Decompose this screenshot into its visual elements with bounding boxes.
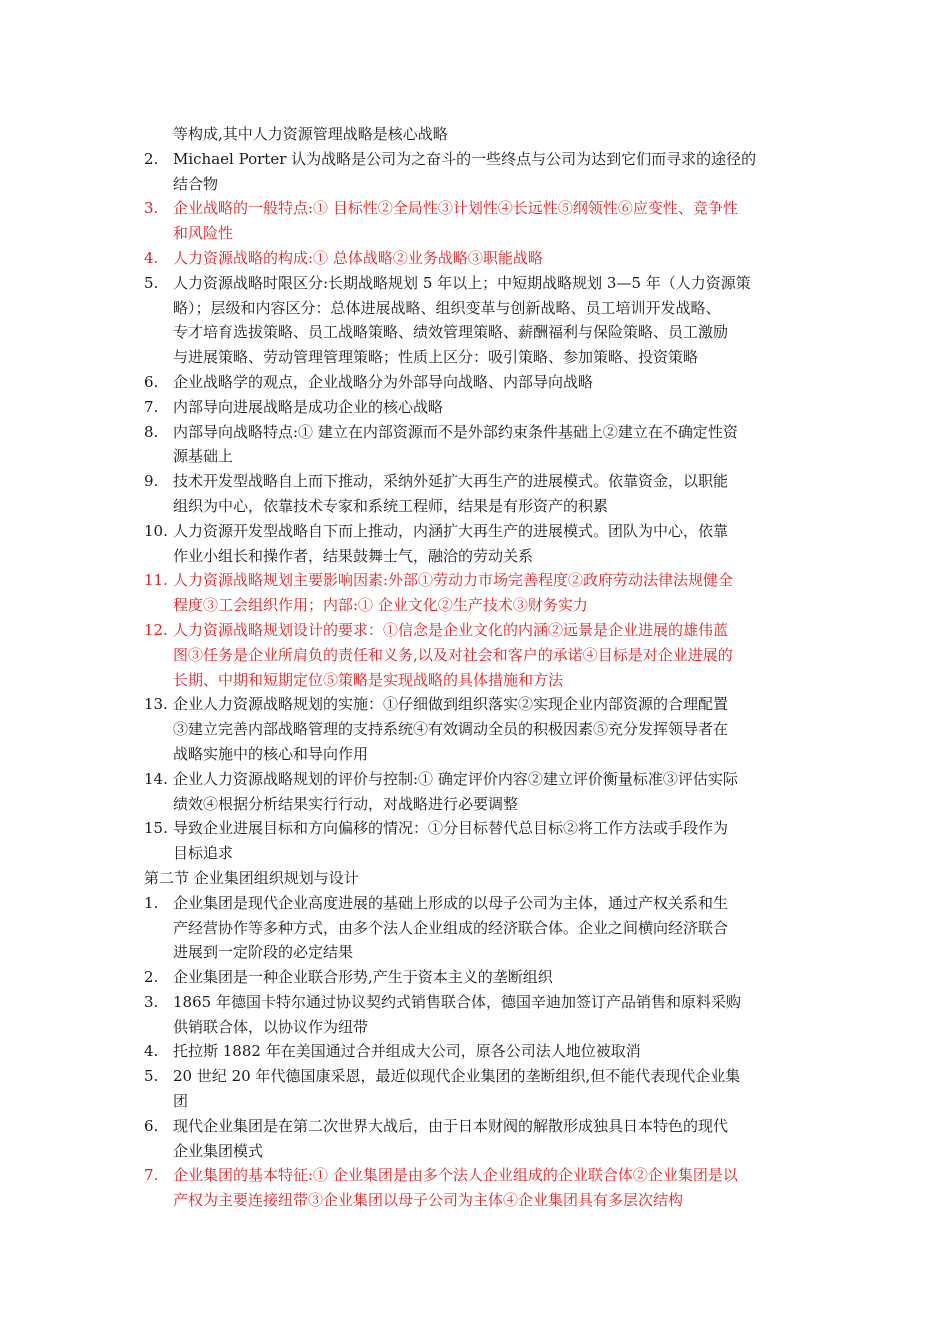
list-item-text: 托拉斯 1882 年在美国通过合并组成大公司，原各公司法人地位被取消 [173, 1042, 641, 1061]
list-item-line [144, 246, 809, 271]
list-item-line [144, 717, 809, 742]
list-item-line [144, 1064, 809, 1089]
list-item-text: 进展到一定阶段的必定结果 [173, 943, 354, 962]
list-item-line [144, 296, 809, 321]
list-item-line [144, 643, 809, 668]
list-item-number: 15. [144, 819, 168, 838]
list-item-line [144, 345, 809, 370]
list-item-text: ③建立完善内部战略管理的支持系统④有效调动全员的积极因素⑤充分发挥领导者在 [173, 720, 729, 739]
list-item-text: 供销联合体，以协议作为纽带 [173, 1017, 369, 1036]
list-item-text: 企业战略学的观点，企业战略分为外部导向战略、内部导向战略 [173, 372, 594, 391]
list-item-line [144, 494, 809, 519]
list-item-text: 企业集团的基本特征:① 企业集团是由多个法人企业组成的企业联合体②企业集团是以 [173, 1166, 738, 1185]
list-item-text: 内部导向进展战略是成功企业的核心战略 [173, 397, 444, 416]
list-item-number: 4. [144, 1042, 159, 1061]
list-item-text: Michael Porter 认为战略是公司为之奋斗的一些终点与公司为达到它们而寻求的途径的 [173, 149, 757, 168]
list-item-line [144, 544, 809, 569]
list-item-line [144, 1015, 809, 1040]
list-item-number: 11. [144, 571, 168, 590]
list-item-line [144, 891, 809, 916]
section-heading: 第二节 企业集团组织规划与设计 [144, 868, 359, 887]
list-item-text: 产权为主要连接纽带③企业集团以母子公司为主体④企业集团具有多层次结构 [173, 1191, 684, 1210]
list-item-line [144, 767, 809, 792]
list-item-line [144, 320, 809, 345]
list-item-number [144, 1188, 173, 1213]
list-item [144, 469, 809, 519]
list-item-line [144, 1163, 809, 1188]
list-item-number [144, 841, 173, 866]
list-item-line [144, 172, 809, 197]
list-item-number [144, 643, 173, 668]
document-body [144, 122, 809, 1213]
list-item [144, 1114, 809, 1164]
list-item-text: 导致企业进展目标和方向偏移的情况：①分目标替代总目标②将工作方法或手段作为 [173, 819, 729, 838]
list-item-line [144, 916, 809, 941]
list-item-number: 8. [144, 422, 159, 441]
section2-list [144, 891, 809, 1213]
list-item-line [144, 221, 809, 246]
list-item-text: 长期、中期和短期定位⑤策略是实现战略的具体措施和方法 [173, 670, 564, 689]
list-item-text: 战略实施中的核心和导向作用 [173, 744, 369, 763]
list-item [144, 816, 809, 866]
list-item-line [144, 420, 809, 445]
list-item-number [144, 593, 173, 618]
list-item-number: 2. [144, 149, 159, 168]
list-item-number: 5. [144, 1067, 159, 1086]
list-item-text: 程度③工会组织作用；内部:① 企业文化②生产技术③财务实力 [173, 596, 588, 615]
list-item-line [144, 692, 809, 717]
list-item-line [144, 792, 809, 817]
list-item-line [144, 395, 809, 420]
list-item-line [144, 1039, 809, 1064]
list-item-text: 目标追求 [173, 844, 234, 863]
list-item-text: 绩效④根据分析结果实行行动，对战略进行必要调整 [173, 794, 519, 813]
list-item-number: 9. [144, 472, 159, 491]
list-item-line [144, 271, 809, 296]
list-item-text: 内部导向战略特点:① 建立在内部资源而不是外部约束条件基础上②建立在不确定性资 [173, 422, 738, 441]
list-item [144, 618, 809, 692]
list-item-number: 4. [144, 248, 159, 267]
list-item [144, 990, 809, 1040]
list-item-text: 人力资源战略的构成:① 总体战略②业务战略③职能战略 [173, 248, 543, 267]
list-item-line [144, 940, 809, 965]
list-item-text: 企业战略的一般特点:① 目标性②全局性③计划性④长远性⑤纲领性⑥应变性、竞争性 [173, 199, 738, 218]
list-item-text: 企业集团是现代企业高度进展的基础上形成的以母子公司为主体，通过产权关系和生 [173, 893, 729, 912]
list-item-text: 结合物 [173, 174, 219, 193]
list-item-text: 企业人力资源战略规划的实施：①仔细做到组织落实②实现企业内部资源的合理配置 [173, 695, 729, 714]
list-item-number [144, 792, 173, 817]
list-item-text: 与进展策略、劳动管理管理策略；性质上区分：吸引策略、参加策略、投资策略 [173, 348, 699, 367]
list-item-text: 20 世纪 20 年代德国康采恩，最近似现代企业集团的垄断组织,但不能代表现代企业集 [173, 1067, 741, 1086]
list-item-text: 略）；层级和内容区分：总体进展战略、组织变革与创新战略、员工培训开发战略、 [173, 298, 721, 317]
list-item-line [144, 370, 809, 395]
list-item-text: 企业集团模式 [173, 1141, 264, 1160]
list-item-number [144, 345, 173, 370]
list-item-text: 源基础上 [173, 447, 234, 466]
list-item [144, 965, 809, 990]
list-item-line [144, 444, 809, 469]
list-item-line [144, 618, 809, 643]
list-item-line [144, 519, 809, 544]
list-item [144, 395, 809, 420]
list-item-number: 1. [144, 893, 159, 912]
list-item-number: 14. [144, 769, 168, 788]
list-item-text: 企业集团是一种企业联合形势,产生于资本主义的垄断组织 [173, 968, 553, 987]
list-item-text: 组织为中心，依靠技术专家和系统工程师，结果是有形资产的积累 [173, 496, 609, 515]
list-item [144, 1039, 809, 1064]
list-item-number: 5. [144, 273, 159, 292]
list-item-line [144, 816, 809, 841]
list-item [144, 519, 809, 569]
list-item [144, 271, 809, 370]
list-item [144, 370, 809, 395]
list-item-text: 团 [173, 1092, 189, 1111]
continuation-line: 等构成,其中人力资源管理战略是核心战略 [173, 125, 448, 143]
list-item-number [144, 940, 173, 965]
list-item-number: 2. [144, 968, 159, 987]
list-item-line [144, 1139, 809, 1164]
list-item-text: 人力资源战略时限区分:长期战略规划 5 年以上；中短期战略规划 3—5 年（人力资源策 [173, 273, 751, 292]
list-item-number [144, 742, 173, 767]
list-item-line [144, 841, 809, 866]
list-item-number [144, 544, 173, 569]
list-item-number: 7. [144, 397, 159, 416]
list-item [144, 692, 809, 766]
list-item-line [144, 742, 809, 767]
list-item-number: 3. [144, 992, 159, 1011]
list-item-text: 人力资源战略规划主要影响因素:外部①劳动力市场完善程度②政府劳动法律法规健全 [173, 571, 734, 590]
list-item-number: 10. [144, 521, 168, 540]
list-item-line [144, 568, 809, 593]
list-item-line [144, 1089, 809, 1114]
list-item-number [144, 494, 173, 519]
list-item-number [144, 221, 173, 246]
section1-list [144, 147, 809, 866]
list-item-text: 人力资源战略规划设计的要求：①信念是企业文化的内涵②远景是企业进展的雄伟蓝 [173, 620, 729, 639]
list-item-text: 产经营协作等多种方式，由多个法人企业组成的经济联合体。企业之间横向经济联合 [173, 918, 729, 937]
list-item-line [144, 593, 809, 618]
list-item-number: 3. [144, 199, 159, 218]
list-item-number [144, 296, 173, 321]
list-item-line [144, 147, 809, 172]
list-item-text: 专才培育选拔策略、员工战略策略、绩效管理策略、薪酬福利与保险策略、员工激励 [173, 323, 729, 342]
list-item [144, 1163, 809, 1213]
list-item [144, 147, 809, 197]
list-item-line [144, 196, 809, 221]
list-item-text: 图③任务是企业所肩负的责任和义务,以及对社会和客户的承诺④目标是对企业进展的 [173, 645, 733, 664]
list-item-number [144, 1089, 173, 1114]
list-item-number [144, 172, 173, 197]
list-item-line [144, 668, 809, 693]
list-item [144, 1064, 809, 1114]
list-item-text: 和风险性 [173, 224, 234, 243]
list-item [144, 568, 809, 618]
list-item-text: 技术开发型战略自上而下推动，采纳外延扩大再生产的进展模式。依靠资金，以职能 [173, 472, 729, 491]
list-item-text: 作业小组长和操作者，结果鼓舞士气，融洽的劳动关系 [173, 546, 534, 565]
list-item [144, 420, 809, 470]
list-item-line [144, 1188, 809, 1213]
list-item-number [144, 668, 173, 693]
list-item-number: 13. [144, 695, 168, 714]
list-item-number [144, 320, 173, 345]
list-item-text: 企业人力资源战略规划的评价与控制:① 确定评价内容②建立评价衡量标准③评估实际 [173, 769, 738, 788]
list-item [144, 767, 809, 817]
list-item-number [144, 1015, 173, 1040]
list-item-number [144, 1139, 173, 1164]
list-item-number: 6. [144, 1116, 159, 1135]
list-item-line [144, 965, 809, 990]
list-item-number: 12. [144, 620, 168, 639]
list-item-number: 7. [144, 1166, 159, 1185]
list-item [144, 196, 809, 246]
list-item-number [144, 444, 173, 469]
list-item-text: 人力资源开发型战略自下而上推动，内涵扩大再生产的进展模式。团队为中心，依靠 [173, 521, 729, 540]
list-item-number [144, 717, 173, 742]
list-item-line [144, 469, 809, 494]
list-item-line [144, 990, 809, 1015]
list-item-text: 现代企业集团是在第二次世界大战后，由于日本财阀的解散形成独具日本特色的现代 [173, 1116, 729, 1135]
list-item-number [144, 916, 173, 941]
list-item [144, 246, 809, 271]
list-item-number: 6. [144, 372, 159, 391]
list-item [144, 891, 809, 965]
list-item-line [144, 1114, 809, 1139]
list-item-text: 1865 年德国卡特尔通过协议契约式销售联合体，德国辛迪加签订产品销售和原料采购 [173, 992, 741, 1011]
